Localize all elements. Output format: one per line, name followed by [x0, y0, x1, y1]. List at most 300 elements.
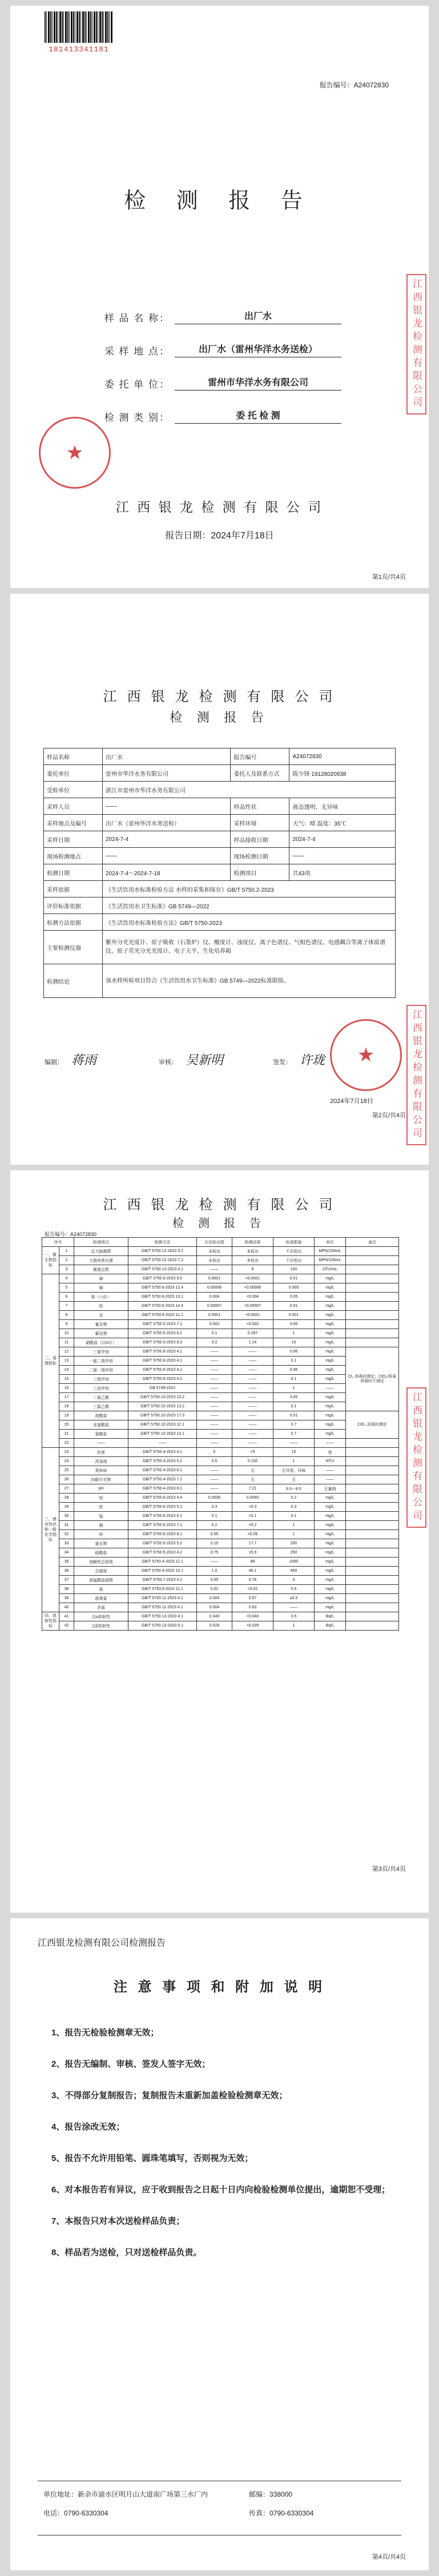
summary-value-cell: A24072830 — [289, 748, 396, 765]
company-seal: ★ — [330, 1019, 402, 1091]
results-cell: 15 — [59, 1375, 74, 1384]
note-item: 4、报告涂改无效； — [51, 2122, 125, 2132]
results-cell: —— — [128, 1439, 197, 1448]
results-remark-cell — [346, 1475, 399, 1484]
approver — [273, 1050, 325, 1068]
summary-label-cell: 主要检测仪器 — [44, 931, 103, 964]
results-row — [42, 1475, 399, 1484]
summary-company: 江 西 银 龙 检 测 有 限 公 司 — [103, 690, 336, 705]
results-cell: —— — [232, 1420, 273, 1430]
results-row — [42, 1594, 399, 1603]
results-cell: 3 — [59, 1265, 74, 1274]
summary-label-cell: 检测项目 — [231, 864, 289, 881]
cover-field-value: 委 托 检 测 — [175, 408, 341, 424]
results-cell: 总α放射性 — [74, 1612, 128, 1621]
results-row — [42, 1293, 399, 1302]
results-cell: 氰化物 — [74, 1320, 128, 1329]
cover-field-label: 样 品 名 称： — [104, 313, 170, 324]
results-cell: GB/T 5750.6-2023 13.1 — [128, 1293, 197, 1302]
results-remark-cell — [346, 1311, 399, 1320]
results-row — [42, 1375, 399, 1384]
results-cell: <0.3 — [232, 1503, 273, 1512]
results-cell: —— — [232, 1430, 273, 1439]
results-remark-cell — [346, 1293, 399, 1302]
results-remark-cell — [346, 1530, 399, 1539]
results-cell: GB/T 5750.6-2023 9.5 — [128, 1274, 197, 1283]
summary-value-cell: 出厂水（雷州华洋水务送检） — [103, 815, 231, 831]
results-cell: GB 5749-2022 — [128, 1384, 197, 1393]
results-cell: 铬（六价） — [74, 1293, 128, 1302]
results-row — [42, 1366, 399, 1375]
summary-label-cell: 采样人员 — [44, 798, 103, 815]
summary-row — [44, 782, 396, 798]
results-cell: 亚氯酸盐 — [74, 1420, 128, 1430]
results-row — [42, 1548, 399, 1557]
address-value: 新余市渝水区明月山大道南广场第三水厂内 — [78, 2490, 208, 2498]
note-item: 5、报告不允许用铅笔、圆珠笔填写，否则视为无效； — [51, 2154, 253, 2163]
results-cell: 37 — [59, 1576, 74, 1585]
cover-page — [10, 6, 429, 588]
summary-label-cell: 委托人及联系方式 — [231, 765, 289, 782]
company-seal: ★ — [39, 417, 111, 489]
results-row — [42, 1621, 399, 1631]
results-row — [42, 1512, 399, 1521]
results-cell: mg/L — [315, 1420, 346, 1430]
summary-label-cell: 采样地点及编号 — [44, 815, 103, 831]
results-cell: GB/T 5750.6-2023 11.1 — [128, 1311, 197, 1320]
results-cell: 14 — [59, 1366, 74, 1375]
results-cell: GB/T 5750.4-2023 11.1 — [128, 1557, 197, 1567]
results-remark-cell — [346, 1521, 399, 1530]
notes-page — [10, 1918, 429, 2570]
summary-label-cell: 检测方法依据 — [44, 914, 103, 931]
results-cell: 无 — [273, 1475, 315, 1484]
summary-row — [44, 881, 396, 897]
results-cell: CFU/mL — [315, 1265, 346, 1274]
summary-title: 检 测 报 告 — [170, 710, 269, 724]
results-remark-cell — [346, 1302, 399, 1311]
results-cell: 0.2 — [197, 1338, 232, 1347]
cover-field-row — [96, 324, 341, 357]
results-cell: 1 — [273, 1384, 315, 1393]
results-cell: 1 — [273, 1457, 315, 1466]
results-cell: GB/T 5750.8-2023 4.1 — [128, 1375, 197, 1384]
results-cell: 0.06 — [273, 1366, 315, 1375]
results-cell: 0.00006 — [197, 1283, 232, 1293]
results-row — [42, 1311, 399, 1320]
results-row — [42, 1603, 399, 1612]
results-cell: GB/T 5750.6-2023 14.4 — [128, 1302, 197, 1311]
summary-value-cell: 《生活饮用水标准检验方法 水样的采集和保存》GB/T 5750.2-2023 — [103, 881, 396, 897]
results-cell: 39 — [59, 1594, 74, 1603]
summary-label-cell: 评价标准依据 — [44, 897, 103, 914]
cover-company: 江 西 银 龙 检 测 有 限 公 司 — [115, 500, 324, 514]
results-remark-cell — [346, 1494, 399, 1503]
results-cell: 1.14 — [232, 1338, 273, 1347]
results-cell: mg/L — [315, 1585, 346, 1594]
results-cell: 7.21 — [232, 1484, 273, 1494]
results-header-cell: 序号 — [42, 1238, 74, 1247]
results-cell: 余氯 — [74, 1603, 128, 1612]
results-cell: 0.05 — [197, 1530, 232, 1539]
postcode — [249, 2489, 292, 2499]
summary-label-cell: 样品名称 — [44, 748, 103, 765]
results-cell: 溴酸盐 — [74, 1411, 128, 1420]
results-cell: GB/T 5750.6-2023 5.1 — [128, 1503, 197, 1512]
contact-info — [43, 2489, 403, 2527]
seam-seal: 江西银龙检测有限公司 — [406, 1387, 426, 1528]
results-cell: 铜 — [74, 1521, 128, 1530]
results-remark-cell: Cl₂ 消毒时测定；ClO₂/臭氧消毒时不测定 — [346, 1347, 399, 1411]
results-cell: 0.001 — [273, 1311, 315, 1320]
barcode-number: 181413341181 — [49, 45, 109, 54]
results-remark-cell — [346, 1265, 399, 1274]
results-cell: 6.5～8.5 — [273, 1484, 315, 1494]
results-cell: mg/L — [315, 1402, 346, 1411]
summary-value-cell: 紫外分光光度计、原子吸收（石墨炉）仪、酸度计、浊度仪、离子色谱仪、气相色谱仪、电感耦合等离子体质谱仪、原子荧光分光光度计、电子天平、生化培养箱 — [103, 931, 396, 964]
results-cell: 氯酸盐 — [74, 1430, 128, 1439]
results-row — [42, 1557, 399, 1567]
results-cell: 7 — [59, 1302, 74, 1311]
results-cell: GB/T 5750.4-2023 5.2 — [128, 1457, 197, 1466]
results-cell: mg/L — [315, 1293, 346, 1302]
results-cell: 88 — [232, 1557, 273, 1567]
results-cell: 0.5 — [273, 1585, 315, 1594]
summary-value-cell: 湛江市雷州市华洋水务有限公司 — [103, 782, 396, 798]
results-cell: —— — [197, 1484, 232, 1494]
results-cell: 总大肠菌群 — [74, 1247, 128, 1256]
results-cell: —— — [197, 1384, 232, 1393]
results-cell: mg/L — [315, 1576, 346, 1585]
results-cell: 0.15 — [197, 1539, 232, 1548]
summary-row — [44, 765, 396, 782]
summary-row — [44, 748, 396, 765]
results-cell: 0.63 — [232, 1603, 273, 1612]
results-cell: —— — [197, 1357, 232, 1366]
summary-label-cell: 样品接收日期 — [231, 831, 289, 848]
results-cell: mg/L — [315, 1357, 346, 1366]
results-cell: 0.028 — [197, 1621, 232, 1631]
results-cell: 0.005 — [273, 1283, 315, 1293]
results-cell: —— — [197, 1393, 232, 1402]
results-cell: GB/T 5750.8-2023 4.1 — [128, 1366, 197, 1375]
report-date — [10, 528, 429, 541]
reviewer-label: 审核： — [159, 1059, 178, 1066]
results-cell: mg/L — [315, 1530, 346, 1539]
results-cell: —— — [232, 1366, 273, 1375]
cover-field-label: 检 测 类 别： — [104, 412, 170, 423]
summary-label-cell: 现场检测地点 — [44, 848, 103, 864]
results-cell: 1 — [273, 1329, 315, 1338]
summary-value-cell: 雷州市华洋水务有限公司 — [103, 765, 231, 782]
results-cell: GB/T 5750.10-2023 13.2 — [128, 1402, 197, 1411]
results-row — [42, 1494, 399, 1503]
postcode-label: 邮编： — [249, 2490, 270, 2498]
results-cell: 1 — [273, 1530, 315, 1539]
results-cell: 高锰酸盐指数 — [74, 1576, 128, 1585]
results-remark-cell — [346, 1329, 399, 1338]
results-remark-cell — [346, 1247, 399, 1256]
results-row — [42, 1357, 399, 1366]
results-cell: GB/T 5750.8-2023 4.1 — [128, 1357, 197, 1366]
results-row — [42, 1256, 399, 1265]
results-row — [42, 1274, 399, 1283]
cover-field-label: 委 托 单 位： — [104, 379, 170, 390]
results-cell: 2 — [59, 1256, 74, 1265]
results-cell: 0.00007 — [197, 1302, 232, 1311]
results-row — [42, 1430, 399, 1439]
summary-value-cell: 陈少锋 19128020938 — [289, 765, 396, 782]
summary-row — [44, 964, 396, 998]
summary-label-cell: 采样依据 — [44, 881, 103, 897]
results-row — [42, 1393, 399, 1402]
note-item: 6、对本报告若有异议，应于收到报告之日起十日内向检验检测单位提出，逾期恕不受理； — [51, 2185, 390, 2195]
results-cell: 0.0001 — [197, 1311, 232, 1320]
results-cell: —— — [232, 1439, 273, 1448]
cover-field-row — [96, 391, 341, 424]
results-cell: mg/L — [315, 1338, 346, 1347]
results-row — [42, 1411, 399, 1420]
results-cell: 19 — [59, 1411, 74, 1420]
results-cell: 1000 — [273, 1557, 315, 1567]
approver-label: 签发： — [273, 1059, 292, 1066]
results-header-cell: 方法检出限 — [197, 1238, 232, 1247]
results-row — [42, 1503, 399, 1512]
results-cell: mg/L — [315, 1503, 346, 1512]
note-item: 3、不得部分复制报告；复制报告未重新加盖检验检测章无效； — [51, 2091, 288, 2100]
results-row — [42, 1320, 399, 1329]
results-remark-cell — [346, 1274, 399, 1283]
results-cell: mg/L — [315, 1274, 346, 1283]
results-cell: 27 — [59, 1484, 74, 1494]
results-report-number: 报告编号：A24072830 — [45, 1231, 97, 1237]
results-cell: 25 — [59, 1466, 74, 1475]
results-cell: —— — [232, 1375, 273, 1384]
results-category-cell: 一、微生物指标 — [42, 1247, 59, 1274]
results-cell: —— — [232, 1357, 273, 1366]
results-row — [42, 1530, 399, 1539]
cover-title: 检 测 报 告 — [124, 189, 315, 213]
results-cell: 0.004 — [197, 1603, 232, 1612]
results-cell: 铁 — [74, 1503, 128, 1512]
results-cell: 0.3 — [197, 1503, 232, 1512]
results-cell: 17.7 — [232, 1539, 273, 1548]
results-cell: mg/L — [315, 1302, 346, 1311]
results-cell: 0.1 — [273, 1357, 315, 1366]
results-row — [42, 1329, 399, 1338]
notes-title: 注 意 事 项 和 附 加 说 明 — [113, 1979, 326, 1995]
results-cell: <0.1 — [232, 1512, 273, 1521]
tel-label: 电话： — [43, 2509, 65, 2517]
results-cell: 度 — [315, 1448, 346, 1457]
results-header-cell: 检测项目 — [74, 1238, 128, 1247]
results-cell: GB/T 5750.6-2023 12.4 — [128, 1283, 197, 1293]
results-cell: —— — [315, 1439, 346, 1448]
summary-label-cell: 采样环境 — [231, 815, 289, 831]
results-remark-cell — [346, 1603, 399, 1612]
results-cell: 15 — [273, 1448, 315, 1457]
results-cell: 35 — [59, 1557, 74, 1567]
notes-list — [51, 2027, 394, 2278]
results-cell: 40 — [59, 1603, 74, 1612]
summary-label-cell: 检测结论 — [44, 964, 103, 998]
results-cell: GB/T 5750.10-2023 13.1 — [128, 1430, 197, 1439]
results-header-cell: 检测方法 — [128, 1238, 197, 1247]
results-cell: <0.002 — [232, 1320, 273, 1329]
results-row — [42, 1585, 399, 1594]
results-remark-cell — [346, 1448, 399, 1457]
results-cell: GB/T 5750.8-2023 4.1 — [128, 1347, 197, 1357]
results-cell: <0.028 — [232, 1621, 273, 1631]
results-cell: 氯化物 — [74, 1539, 128, 1548]
results-cell: GB/T 5750.7-2023 4.1 — [128, 1576, 197, 1585]
summary-row — [44, 848, 396, 864]
results-cell: 33 — [59, 1539, 74, 1548]
summary-page — [10, 594, 429, 1165]
results-cell: pH — [74, 1484, 128, 1494]
results-cell: 0.002 — [197, 1320, 232, 1329]
results-cell: 3 — [273, 1576, 315, 1585]
results-cell: 0.043 — [197, 1612, 232, 1621]
results-cell: GB/T 5750.5-2023 4.2 — [128, 1548, 197, 1557]
results-row — [42, 1347, 399, 1357]
results-cell: 250 — [273, 1548, 315, 1557]
results-remark-cell — [346, 1557, 399, 1567]
results-cell: GB/T 5750.10-2023 12.1 — [128, 1420, 197, 1430]
results-cell: 8 — [59, 1311, 74, 1320]
results-cell: mg/L — [315, 1311, 346, 1320]
summary-row — [44, 914, 396, 931]
results-cell: —— — [197, 1402, 232, 1411]
address — [43, 2489, 249, 2499]
results-cell: MPN/100mL — [315, 1247, 346, 1256]
results-cell: 不应检出 — [273, 1256, 315, 1265]
results-cell: 11 — [59, 1338, 74, 1347]
results-cell: GB/T 5750.12-2023 5.2 — [128, 1247, 197, 1256]
results-cell: 1.0 — [197, 1567, 232, 1576]
results-cell: 硝酸盐（以N计） — [74, 1338, 128, 1347]
results-cell: 34 — [59, 1548, 74, 1557]
results-header-cell: 标准限值 — [273, 1238, 315, 1247]
results-header-cell: 检测结果 — [232, 1238, 273, 1247]
results-cell: 铅 — [74, 1302, 128, 1311]
results-cell: 锰 — [74, 1512, 128, 1521]
results-cell: GB/T 5750.11-2023 4.1 — [128, 1594, 197, 1603]
results-cell: 1 — [273, 1621, 315, 1631]
results-cell: 无 — [232, 1475, 273, 1484]
summary-label-cell: 报告编号 — [231, 748, 289, 765]
results-cell: 1 — [273, 1521, 315, 1530]
results-cell: 15.9 — [232, 1548, 273, 1557]
results-cell: 0.05 — [273, 1293, 315, 1302]
results-cell: 6 — [59, 1293, 74, 1302]
results-cell: 未检出 — [197, 1247, 232, 1256]
results-cell: 0.0060 — [232, 1494, 273, 1503]
results-cell: 4 — [59, 1274, 74, 1283]
results-cell: 二氯一溴甲烷 — [74, 1366, 128, 1375]
results-cell: <0.00007 — [232, 1302, 273, 1311]
fax-value: 0790-6330304 — [269, 2509, 314, 2517]
results-cell: 0.05 — [273, 1320, 315, 1329]
barcode-bars — [45, 11, 113, 43]
results-cell: —— — [315, 1384, 346, 1393]
results-cell: 38 — [59, 1585, 74, 1594]
results-cell: GB/T 5750.5-2023 6.2 — [128, 1329, 197, 1338]
results-cell: 28 — [59, 1494, 74, 1503]
results-cell: GB/T 5750.6-2023 7.1 — [128, 1521, 197, 1530]
results-row — [42, 1521, 399, 1530]
results-cell: 硫酸盐 — [74, 1548, 128, 1557]
results-page — [10, 1170, 429, 1913]
results-row — [42, 1283, 399, 1293]
results-cell: —— — [315, 1475, 346, 1484]
results-cell: 8 — [232, 1265, 273, 1274]
results-cell: 未检出 — [232, 1256, 273, 1265]
results-cell: —— — [232, 1347, 273, 1357]
page-number: 第4页/共4页 — [372, 2554, 406, 2561]
results-remark-cell — [346, 1320, 399, 1329]
report-number-label: 报告编号： — [319, 81, 354, 89]
results-cell: 0.1 — [197, 1512, 232, 1521]
results-cell: <0.004 — [232, 1293, 273, 1302]
results-cell: —— — [74, 1439, 128, 1448]
results-row — [42, 1265, 399, 1274]
notes-header: 江西银龙检测有限公司检测报告 — [38, 1938, 166, 1948]
results-cell: mg/L — [315, 1347, 346, 1357]
results-cell: 0.004 — [197, 1293, 232, 1302]
results-cell: GB/T 5750.4-2023 6.1 — [128, 1466, 197, 1475]
results-title: 检 测 报 告 — [172, 1217, 267, 1230]
results-remark-cell — [346, 1457, 399, 1466]
summary-row — [44, 798, 396, 815]
results-cell: 18 — [59, 1402, 74, 1411]
results-remark-cell — [346, 1612, 399, 1621]
results-cell: Bq/L — [315, 1621, 346, 1631]
summary-value-cell: 液态透明、无异味 — [289, 798, 396, 815]
results-category-cell: 三、感官性状和一般化学指标 — [42, 1448, 59, 1612]
results-cell: 36 — [59, 1567, 74, 1576]
results-row — [42, 1466, 399, 1475]
summary-value-cell: 共43项 — [289, 864, 396, 881]
results-cell: mg/L — [315, 1329, 346, 1338]
results-cell: 450 — [273, 1567, 315, 1576]
sign-date: 2024年7月18日 — [330, 1098, 373, 1105]
cover-field-value: 出厂水 — [175, 309, 341, 324]
results-cell: <0.043 — [232, 1612, 273, 1621]
results-cell: 0.004 — [197, 1594, 232, 1603]
results-table — [42, 1237, 399, 1631]
note-item: 2、报告无编制、审核、签发人签字无效； — [51, 2059, 211, 2069]
results-cell: MPN/100mL — [315, 1256, 346, 1265]
results-remark-cell — [346, 1283, 399, 1293]
results-cell: 浑浊度 — [74, 1457, 128, 1466]
results-cell: GB/T 5750.4-2023 8.1 — [128, 1484, 197, 1494]
results-cell: 10 — [59, 1329, 74, 1338]
results-cell: 臭和味 — [74, 1466, 128, 1475]
preparer-signature: 蒋雨 — [71, 1053, 97, 1068]
results-cell: 三卤甲烷 — [74, 1384, 128, 1393]
results-cell: mg/L — [315, 1603, 346, 1612]
results-cell: GB/T 5750.10-2023 17.3 — [128, 1411, 197, 1420]
results-row — [42, 1338, 399, 1347]
results-cell: mg/L — [315, 1567, 346, 1576]
cover-field-row — [96, 291, 341, 324]
results-cell: 0.1 — [273, 1402, 315, 1411]
results-cell: 46.1 — [232, 1567, 273, 1576]
results-cell: 溶解性总固体 — [74, 1557, 128, 1567]
summary-value-cell: 《生活饮用水卫生标准》GB 5749—2022 — [103, 897, 396, 914]
preparer-label: 编制： — [45, 1059, 63, 1066]
